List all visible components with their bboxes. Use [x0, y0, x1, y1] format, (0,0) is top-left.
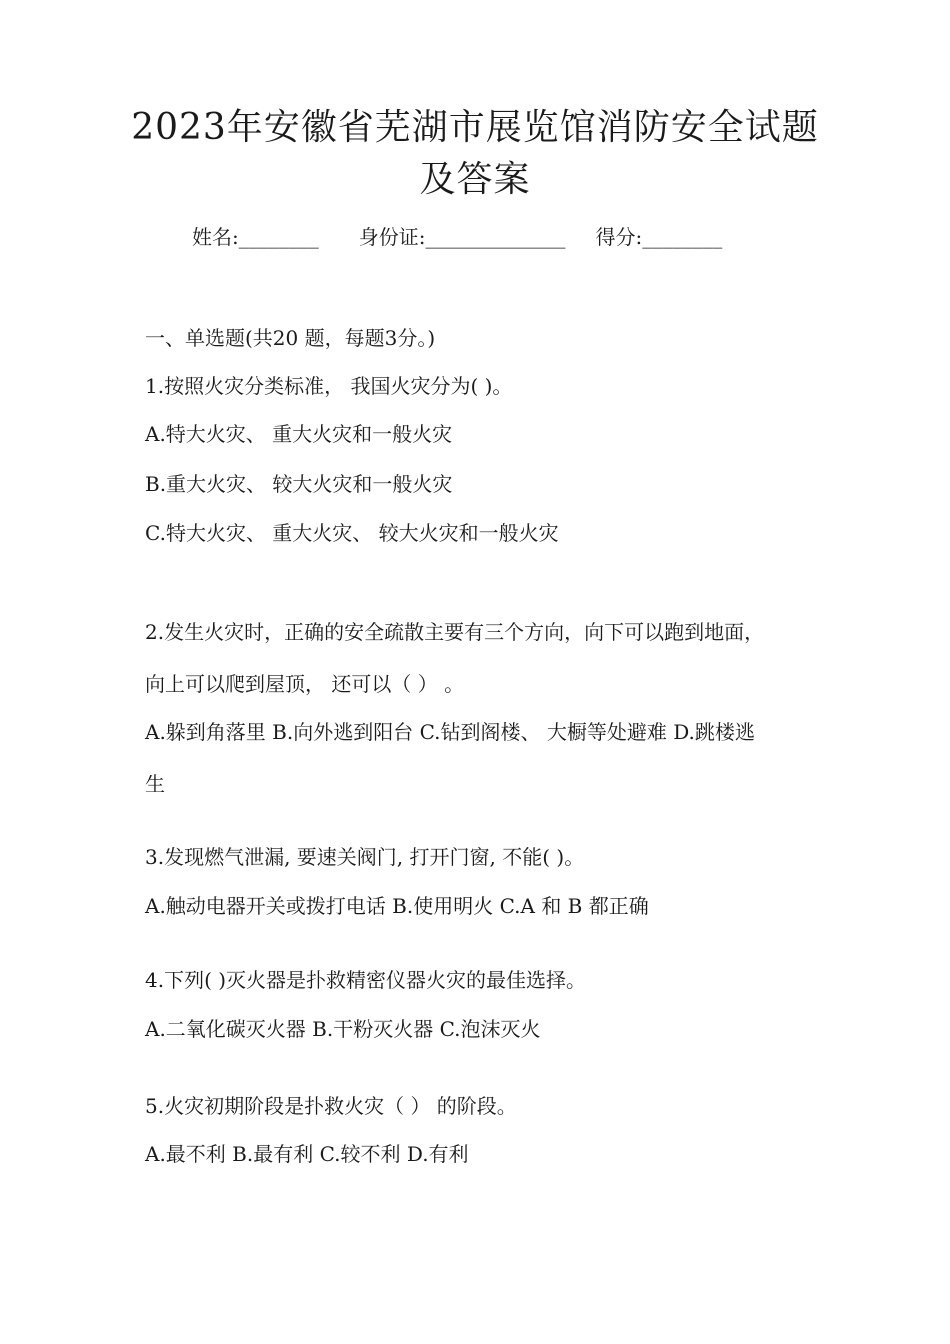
- question-1-option-c: C.特大火灾、 重大火灾、 较大火灾和一般火灾: [145, 521, 559, 545]
- id-field: 身份证:______________: [358, 225, 566, 249]
- question-2-options: A.躲到角落里 B.向外逃到阳台 C.钻到阁楼、 大橱等处避难 D.跳楼逃: [145, 720, 755, 744]
- score-field: 得分:________: [595, 225, 723, 249]
- student-info-row: [192, 222, 722, 252]
- name-field: 姓名:________: [192, 225, 319, 249]
- question-2-stem-continued: 向上可以爬到屋顶， 还可以（ ） 。: [145, 672, 465, 696]
- question-2-options-continued: 生: [145, 772, 165, 796]
- question-4-options: A.二氧化碳灭火器 B.干粉灭火器 C.泡沫灭火: [145, 1017, 541, 1041]
- question-5-options: A.最不利 B.最有利 C.较不利 D.有利: [145, 1142, 469, 1166]
- page-title-continued: 及答案: [419, 159, 531, 200]
- question-4-stem: 4.下列( )灭火器是扑救精密仪器火灾的最佳选择。: [145, 968, 587, 992]
- question-5-stem: 5.火灾初期阶段是扑救火灾（ ） 的阶段。: [145, 1094, 517, 1118]
- question-3-stem: 3.发现燃气泄漏, 要速关阀门, 打开门窗, 不能( )。: [145, 845, 585, 869]
- page-title: 2023年安徽省芜湖市展览馆消防安全试题: [131, 107, 819, 148]
- section-heading: 一、单选题(共20 题，每题3分。): [145, 326, 436, 350]
- question-1-stem: 1.按照火灾分类标准， 我国火灾分为( )。: [145, 374, 513, 398]
- question-1-option-a: A.特大火灾、 重大火灾和一般火灾: [145, 422, 453, 446]
- question-3-options: A.触动电器开关或拨打电话 B.使用明火 C.A 和 B 都正确: [145, 894, 649, 918]
- question-1-option-b: B.重大火灾、 较大火灾和一般火灾: [145, 472, 453, 496]
- question-2-stem: 2.发生火灾时，正确的安全疏散主要有三个方向，向下可以跑到地面，: [145, 620, 765, 644]
